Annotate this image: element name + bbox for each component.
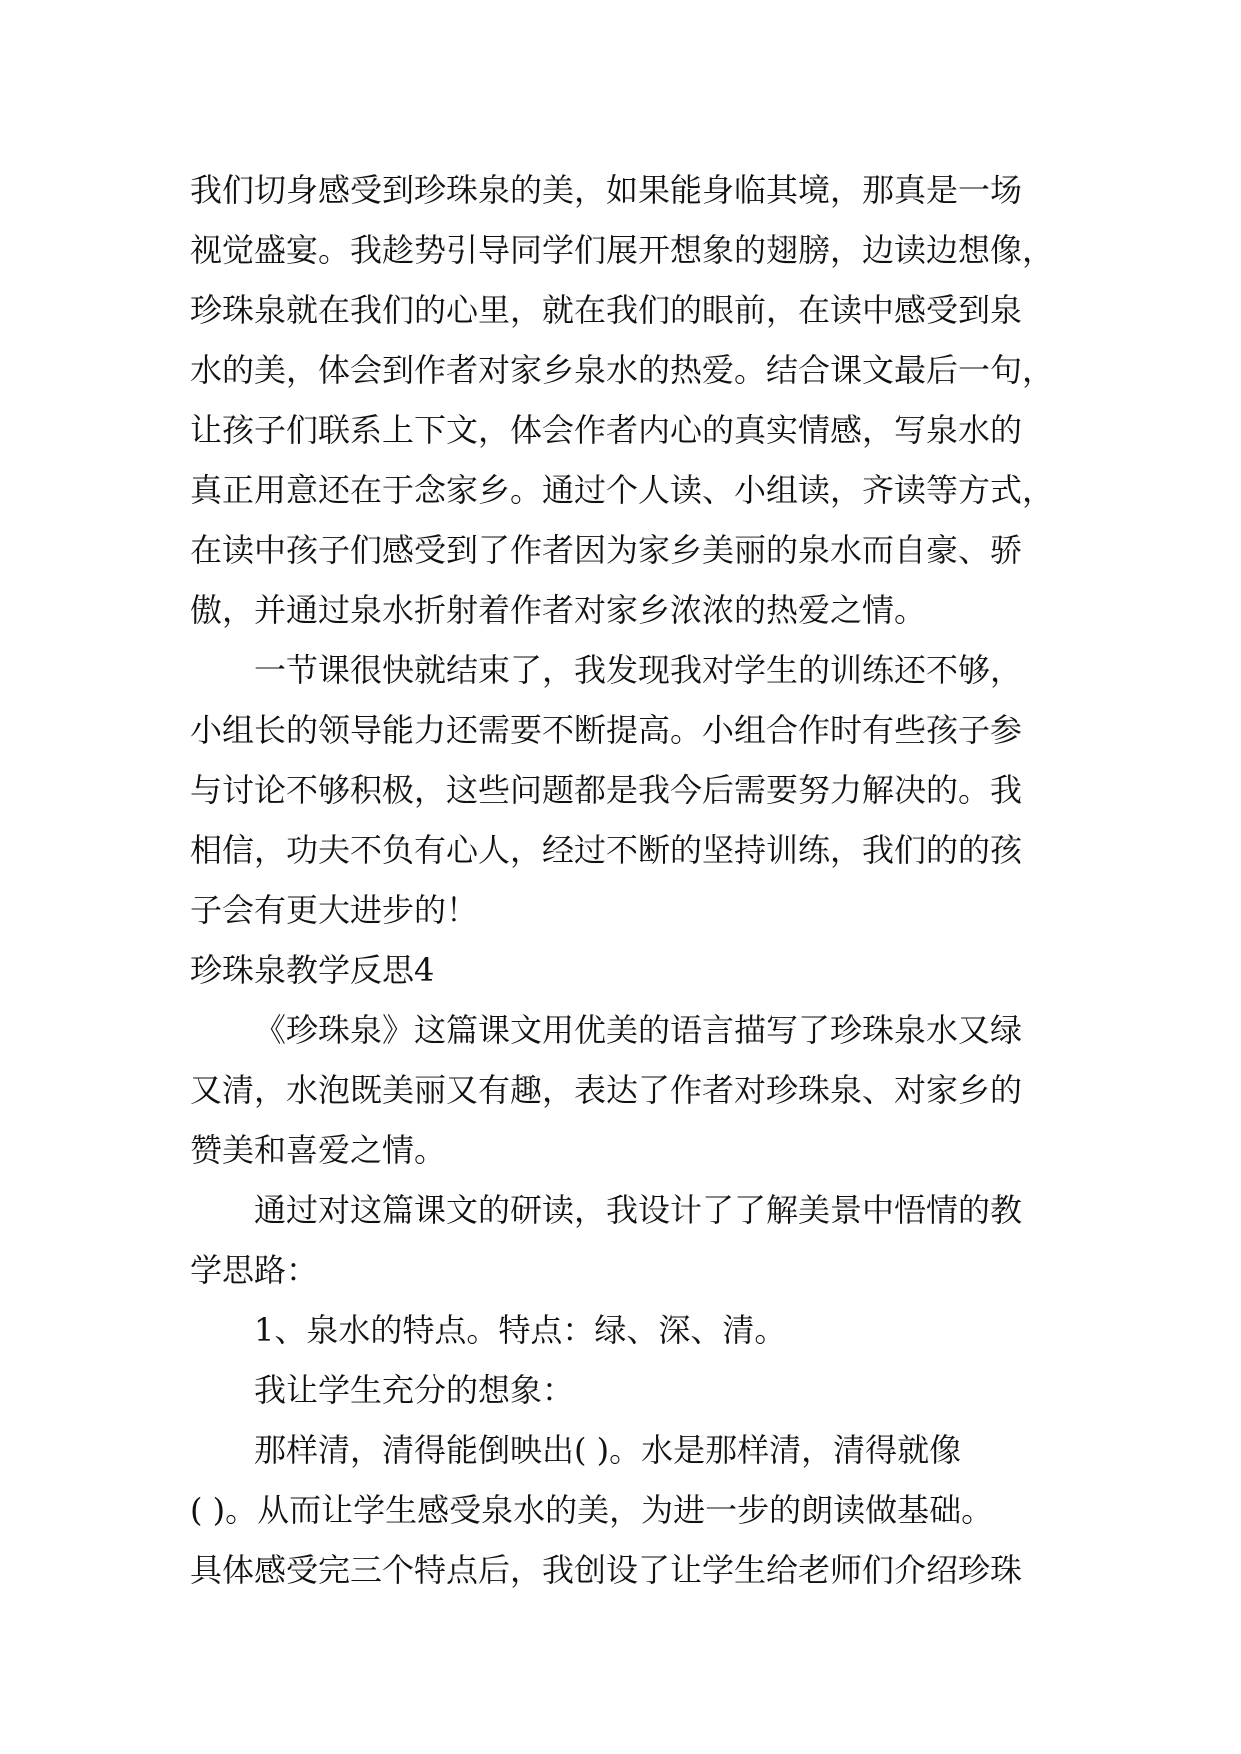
text-line: 子会有更大进步的！ xyxy=(190,891,479,929)
text-line: 《珍珠泉》这篇课文用优美的语言描写了珍珠泉水又绿 xyxy=(254,1011,1023,1049)
document-body xyxy=(190,160,1055,1600)
text-line: 又清，水泡既美丽又有趣，表达了作者对珍珠泉、对家乡的 xyxy=(190,1071,1023,1109)
text-line: 真正用意还在于念家乡。通过个人读、小组读，齐读等方式， xyxy=(190,471,1055,509)
text-line: 相信，功夫不负有心人，经过不断的坚持训练，我们的的孩 xyxy=(190,831,1023,869)
text-line: 一节课很快就结束了，我发现我对学生的训练还不够， xyxy=(254,651,1023,689)
text-line: 珍珠泉就在我们的心里，就在我们的眼前，在读中感受到泉 xyxy=(190,291,1023,329)
text-line: 傲，并通过泉水折射着作者对家乡浓浓的热爱之情。 xyxy=(190,591,927,629)
text-line: 小组长的领导能力还需要不断提高。小组合作时有些孩子参 xyxy=(190,711,1023,749)
text-line: 具体感受完三个特点后，我创设了让学生给老师们介绍珍珠 xyxy=(190,1551,1023,1589)
text-line: 学思路： xyxy=(190,1251,319,1289)
text-line: 与讨论不够积极，这些问题都是我今后需要努力解决的。我 xyxy=(190,771,1023,809)
text-line: 我们切身感受到珍珠泉的美，如果能身临其境，那真是一场 xyxy=(190,171,1023,209)
text-line: 水的美，体会到作者对家乡泉水的热爱。结合课文最后一句， xyxy=(190,351,1055,389)
text-line: ( )。从而让学生感受泉水的美，为进一步的朗读做基础。 xyxy=(190,1491,994,1529)
text-line: 珍珠泉教学反思4 xyxy=(190,951,435,989)
text-line: 通过对这篇课文的研读，我设计了了解美景中悟情的教 xyxy=(254,1191,1023,1229)
text-line: 视觉盛宴。我趁势引导同学们展开想象的翅膀，边读边想像， xyxy=(190,231,1055,269)
text-line: 在读中孩子们感受到了作者因为家乡美丽的泉水而自豪、骄 xyxy=(190,531,1023,569)
text-line: 我让学生充分的想象： xyxy=(254,1371,575,1409)
text-line: 赞美和喜爱之情。 xyxy=(190,1131,447,1169)
text-line: 1、泉水的特点。特点：绿、深、清。 xyxy=(254,1311,787,1349)
text-line: 那样清，清得能倒映出( )。水是那样清，清得就像 xyxy=(254,1431,962,1469)
text-line: 让孩子们联系上下文，体会作者内心的真实情感，写泉水的 xyxy=(190,411,1023,449)
